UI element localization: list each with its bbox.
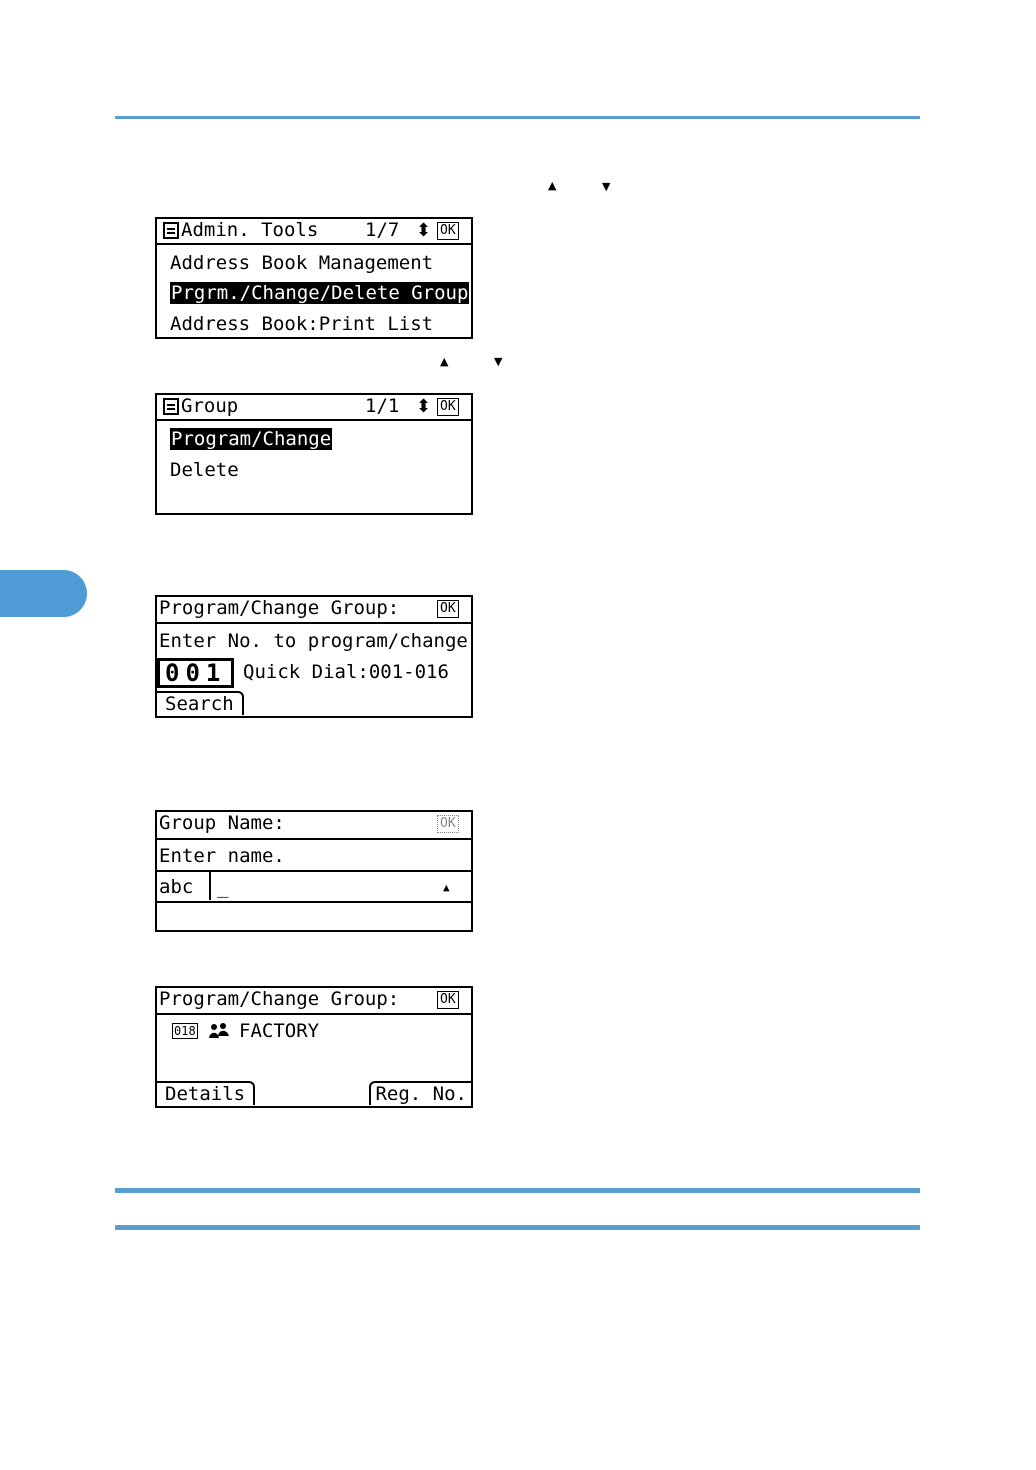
range-hint: Quick Dial:001-016: [243, 661, 449, 683]
screen-title: Admin. Tools: [181, 219, 319, 241]
menu-item-program-change[interactable]: Program/Change: [171, 428, 332, 450]
chapter-side-tab: [0, 570, 87, 617]
section-rule-lower: [115, 1225, 920, 1230]
page-indicator: 1/7: [365, 219, 400, 241]
scroll-up-arrow-icon[interactable]: ▲: [443, 881, 450, 894]
title-divider: [157, 419, 471, 421]
reg-no-softkey[interactable]: Reg. No.: [369, 1081, 473, 1105]
screen-title: Group: [181, 395, 239, 417]
down-arrow-icon: ▼: [494, 355, 503, 368]
details-softkey[interactable]: Details: [155, 1081, 255, 1105]
title-divider: [157, 243, 471, 245]
down-arrow-icon: ▼: [602, 180, 611, 193]
up-arrow-icon: ▲: [548, 179, 557, 192]
lcd-program-change-group-entry: [155, 595, 473, 718]
entry-number-box: 018: [174, 1024, 196, 1038]
up-down-arrow-icon[interactable]: ⬍: [416, 220, 432, 241]
menu-item-address-book-print-list[interactable]: Address Book:Print List: [170, 313, 434, 335]
ok-button[interactable]: OK: [437, 222, 459, 240]
lcd-group: [155, 393, 473, 515]
lcd-admin-tools: [155, 217, 473, 339]
menu-list-icon: [163, 222, 179, 239]
screen-title: Program/Change Group:: [159, 597, 400, 619]
title-divider: [157, 1013, 471, 1015]
up-down-arrow-icon[interactable]: ⬍: [416, 396, 432, 417]
lcd-group-name-entry: [155, 810, 473, 932]
title-divider: [157, 838, 471, 840]
prompt-text: Enter name.: [159, 845, 285, 867]
entry-name[interactable]: FACTORY: [239, 1020, 320, 1042]
section-rule-upper: [115, 1188, 920, 1193]
name-input[interactable]: _: [217, 876, 229, 898]
menu-item-address-book-management[interactable]: Address Book Management: [170, 252, 434, 274]
menu-item-delete[interactable]: Delete: [170, 459, 239, 481]
page-indicator: 1/1: [365, 395, 400, 417]
top-rule: [115, 116, 920, 119]
input-divider: [157, 901, 471, 903]
prompt-text: Enter No. to program/change: [159, 630, 468, 652]
group-icon: [208, 1022, 230, 1040]
ok-button[interactable]: OK: [437, 398, 459, 416]
ok-button[interactable]: OK: [437, 815, 459, 833]
ok-button[interactable]: OK: [437, 600, 459, 618]
prompt-divider: [157, 870, 471, 872]
menu-list-icon: [163, 398, 179, 415]
title-divider: [157, 622, 471, 624]
mode-divider: [209, 872, 211, 900]
number-input[interactable]: 001: [157, 658, 234, 688]
search-softkey[interactable]: Search: [155, 691, 244, 715]
ok-button[interactable]: OK: [437, 991, 459, 1009]
menu-item-program-change-delete-group[interactable]: Prgrm./Change/Delete Group: [171, 282, 469, 304]
up-arrow-icon: ▲: [440, 355, 449, 368]
screen-title: Program/Change Group:: [159, 988, 400, 1010]
lcd-program-change-group-result: [155, 986, 473, 1108]
screen-title: Group Name:: [159, 812, 285, 834]
input-mode-label: abc: [159, 876, 194, 898]
